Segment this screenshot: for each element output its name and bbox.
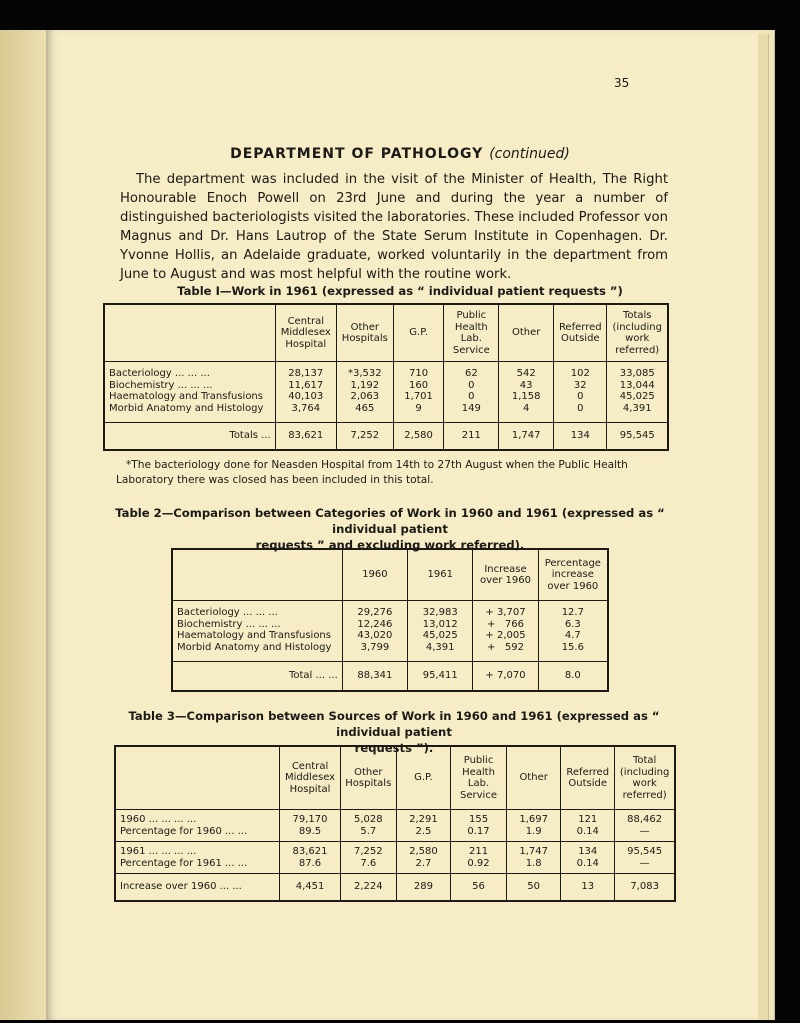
table1-total-cell: 134 — [554, 423, 607, 451]
table3-cell-group — [507, 842, 561, 874]
table3-cell: 95,545 — [627, 846, 663, 857]
intro-paragraph: The department was included in the visit of the Minister of Health, The Right Honourable Enoch Powell on 23rd June and during the year a number of distinguished bacteriologists visited the laboratories. These included Professor von Magnus and Dr. Hans Lautrop of the State Serum Institute in Copenhagen. Dr. Yvonne Hollis, an Adelaide graduate, worked voluntarily in the department from June to August and was most helpful with the routine work. — [120, 172, 668, 282]
table3-cell-group — [396, 810, 450, 842]
table1-total-cell: 1,747 — [499, 423, 554, 451]
table3-cell: 79,170 — [292, 814, 328, 825]
table1-row-label: Morbid Anatomy and Histology — [109, 402, 264, 414]
table2-cell: 15.6 — [561, 641, 584, 653]
table1-cell: 40,103 — [288, 391, 324, 402]
table1-col-gp — [393, 362, 444, 423]
table2-total-row — [172, 662, 608, 692]
table2-cell: 6.3 — [564, 618, 581, 630]
table1-cell: 542 — [516, 368, 536, 379]
table3-caption-line: Table 3—Comparison between Sources of Work in 1960 and 1961 (expressed as “ individual patient — [128, 709, 660, 739]
table3-cell: 1,697 — [519, 814, 548, 825]
page-number: 35 — [614, 76, 630, 90]
table3-header-row — [115, 746, 675, 810]
table3-cell: 88,462 — [627, 814, 663, 825]
table1-cell: 102 — [570, 368, 590, 379]
table2-cell: 12.7 — [561, 607, 584, 618]
table3-cell: 121 — [578, 814, 598, 825]
table3-increase-cell: 7,083 — [615, 874, 675, 902]
table1-body-row — [104, 362, 668, 423]
table2 — [171, 548, 609, 692]
table3-cell: 89.5 — [298, 825, 322, 837]
table2-cell: + 3,707 — [485, 607, 526, 618]
table2-header: 1960 — [342, 549, 407, 601]
table3-group-labels — [115, 810, 280, 842]
table3-increase-cell: 13 — [561, 874, 615, 902]
table1-header-row — [104, 304, 668, 362]
table3-increase-cell: 2,224 — [340, 874, 396, 902]
table2-cell: 13,012 — [422, 618, 458, 630]
table1-cell: 3,764 — [291, 402, 321, 414]
table3-cell: 7.6 — [360, 857, 377, 869]
table1-header: Totals (including work referred) — [607, 304, 668, 362]
table2-cell: 12,246 — [357, 618, 393, 630]
table1-cell: 0 — [577, 391, 584, 402]
table1-cell: 1,158 — [511, 391, 541, 402]
heading-title: DEPARTMENT OF PATHOLOGY — [230, 146, 484, 162]
table3-cell: 1,747 — [519, 846, 548, 857]
table3-increase-cell: 4,451 — [280, 874, 340, 902]
table1-cell: 4,391 — [622, 402, 652, 414]
book-gutter — [0, 30, 52, 1020]
table1-total-cell: 2,580 — [393, 423, 444, 451]
table3-cell: — — [639, 825, 650, 837]
table3-cell-group — [561, 842, 615, 874]
table1-cell: *3,532 — [347, 368, 382, 379]
table1-caption: Table I—Work in 1961 (expressed as “ individual patient requests ”) — [177, 284, 623, 298]
table2-col-increase — [473, 601, 538, 662]
table3-cell: 7,252 — [353, 846, 383, 857]
table2-col-percentage — [538, 601, 608, 662]
table3-row-increase — [115, 874, 675, 902]
table1-header: Central Middlesex Hospital — [275, 304, 336, 362]
table1-cell: 62 — [464, 368, 478, 379]
table1-total-cell: 83,621 — [275, 423, 336, 451]
table1-col-other — [499, 362, 554, 423]
table2-row-labels — [172, 601, 342, 662]
table3-cell: 2,580 — [409, 846, 438, 857]
table1-cell: 1,701 — [404, 391, 433, 402]
table3-cell: 1.9 — [525, 825, 542, 837]
table3-group-labels — [115, 842, 280, 874]
table1-cell: 465 — [355, 402, 375, 414]
table1-cell: 9 — [415, 402, 422, 414]
table2-col-1961 — [408, 601, 473, 662]
table1-totals-row — [104, 423, 668, 451]
table3-cell: 87.6 — [298, 857, 322, 869]
table3-cell-group — [615, 842, 675, 874]
table3-cell: 134 — [578, 846, 598, 857]
table3-row-1961 — [115, 842, 675, 874]
table2-cell: 43,020 — [357, 630, 393, 641]
table2-cell: + 2,005 — [485, 630, 526, 641]
table2-row-label: Bacteriology ... ... ... — [177, 607, 278, 618]
table2-header: Percentage increase over 1960 — [538, 549, 608, 601]
table2-total-label: Total ... ... — [172, 662, 342, 692]
table3-cell: — — [639, 857, 650, 869]
table2-cell: 4,391 — [425, 641, 455, 653]
table1-total-cell: 211 — [444, 423, 499, 451]
table1-row-label: Bacteriology ... ... ... — [109, 368, 210, 379]
table3-header: Other — [507, 746, 561, 810]
heading-note: (continued) — [489, 146, 570, 162]
table2-body-row — [172, 601, 608, 662]
table2-header: Increase over 1960 — [473, 549, 538, 601]
table3-cell-group — [450, 810, 506, 842]
page-heading — [0, 146, 800, 162]
table1-cell: 0 — [468, 391, 475, 402]
table1-totals-label: Totals ... — [104, 423, 275, 451]
table3-increase-label: Increase over 1960 ... ... — [115, 874, 280, 902]
table1-row-labels — [104, 362, 275, 423]
table3-cell: 2,291 — [409, 814, 438, 825]
table3-cell: 0.17 — [467, 825, 490, 837]
table2-caption-line: Table 2—Comparison between Categories of Work in 1960 and 1961 (expressed as “ individual patient — [115, 506, 665, 536]
table2-row-label: Haematology and Transfusions — [177, 630, 331, 641]
table3-row-label: Percentage for 1961 ... ... — [120, 857, 248, 869]
table3-cell-group — [396, 842, 450, 874]
table1-cell: 28,137 — [288, 368, 324, 379]
table3-row-label: 1961 ... ... ... ... — [120, 846, 197, 857]
table3-cell-group — [615, 810, 675, 842]
table1-total-cell: 7,252 — [336, 423, 393, 451]
table1-header: G.P. — [393, 304, 444, 362]
table3-cell-group — [561, 810, 615, 842]
table1-cell: 43 — [519, 379, 533, 391]
table1-cell: 2,063 — [350, 391, 380, 402]
table1-header: Public Health Lab. Service — [444, 304, 499, 362]
table1-cell: 32 — [573, 379, 587, 391]
table3-header: Central Middlesex Hospital — [280, 746, 340, 810]
table3-cell: 0.14 — [576, 825, 599, 837]
table1-cell: 149 — [461, 402, 481, 414]
table3-cell: 1.8 — [525, 857, 542, 869]
table2-caption — [100, 505, 680, 553]
table3-cell-group — [280, 842, 340, 874]
table1-row-label: Haematology and Transfusions — [109, 391, 263, 402]
table1-corner — [104, 304, 275, 362]
table3-cell: 211 — [468, 846, 489, 857]
table3-increase-cell: 50 — [507, 874, 561, 902]
table2-total-cell: 8.0 — [538, 662, 608, 692]
table1-header: Referred Outside — [554, 304, 607, 362]
table2-header: 1961 — [408, 549, 473, 601]
table3-cell: 2.7 — [415, 857, 432, 869]
table3-cell-group — [507, 810, 561, 842]
table1-cell: 33,085 — [619, 368, 655, 379]
table3 — [114, 745, 676, 902]
table3-cell: 83,621 — [292, 846, 328, 857]
table1-cell: 160 — [409, 379, 429, 391]
table1-cell: 710 — [409, 368, 429, 379]
table3-cell: 0.14 — [576, 857, 599, 869]
table3-cell: 5.7 — [360, 825, 377, 837]
table2-cell: + 766 — [487, 618, 525, 630]
table3-cell: 155 — [468, 814, 489, 825]
table1-cell: 4 — [522, 402, 530, 414]
table3-increase-cell: 56 — [450, 874, 506, 902]
table1-col-phls — [444, 362, 499, 423]
table2-cell: 29,276 — [357, 607, 393, 618]
table3-cell: 5,028 — [353, 814, 383, 825]
table1-cell: 0 — [468, 379, 475, 391]
table2-total-cell: 95,411 — [408, 662, 473, 692]
table1-cell: 0 — [577, 402, 584, 414]
table2-cell: + 592 — [487, 641, 525, 653]
table2-row-label: Biochemistry ... ... ... — [177, 618, 281, 630]
table3-cell-group — [340, 810, 396, 842]
table2-cell: 32,983 — [422, 607, 458, 618]
table2-row-label: Morbid Anatomy and Histology — [177, 641, 332, 653]
table3-header: Referred Outside — [561, 746, 615, 810]
table1-footnote: *The bacteriology done for Neasden Hospital from 14th to 27th August when the Public Health Laboratory there was closed has been included in this total. — [116, 459, 628, 486]
table3-cell: 0.92 — [467, 857, 490, 869]
table2-header-row — [172, 549, 608, 601]
table3-row-label: Percentage for 1960 ... ... — [120, 825, 248, 837]
table3-increase-cell: 289 — [396, 874, 450, 902]
table1-cell: 1,192 — [350, 379, 380, 391]
table1-col-cmh — [275, 362, 336, 423]
table3-caption-line: requests ”). — [354, 741, 434, 755]
table1-total-cell: 95,545 — [607, 423, 668, 451]
table2-total-cell: 88,341 — [342, 662, 407, 692]
table3-row-1960 — [115, 810, 675, 842]
table2-cell: 3,799 — [360, 641, 390, 653]
table1-row-label: Biochemistry ... ... ... — [109, 379, 213, 391]
table3-cell-group — [450, 842, 506, 874]
table1-col-totals — [607, 362, 668, 423]
table3-cell-group — [340, 842, 396, 874]
table3-header: Public Health Lab. Service — [450, 746, 506, 810]
table3-cell-group — [280, 810, 340, 842]
table2-corner — [172, 549, 342, 601]
table3-header: Total (including work referred) — [615, 746, 675, 810]
table1-cell: 45,025 — [619, 391, 655, 402]
table3-row-label: 1960 ... ... ... ... — [120, 814, 197, 825]
table2-cell: 45,025 — [422, 630, 458, 641]
table1-header: Other — [499, 304, 554, 362]
table1 — [103, 303, 669, 451]
table3-cell: 2.5 — [415, 825, 432, 837]
table3-header: Other Hospitals — [340, 746, 396, 810]
table2-caption-line: requests ” and excluding work referred). — [255, 538, 525, 552]
table2-cell: 4.7 — [564, 630, 581, 641]
table2-total-cell: + 7,070 — [473, 662, 538, 692]
table2-col-1960 — [342, 601, 407, 662]
table3-corner — [115, 746, 280, 810]
table1-cell: 11,617 — [288, 379, 324, 391]
table1-col-referred — [554, 362, 607, 423]
table1-col-other-hospitals — [336, 362, 393, 423]
table1-header: Other Hospitals — [336, 304, 393, 362]
table3-header: G.P. — [396, 746, 450, 810]
table1-cell: 13,044 — [619, 379, 655, 391]
